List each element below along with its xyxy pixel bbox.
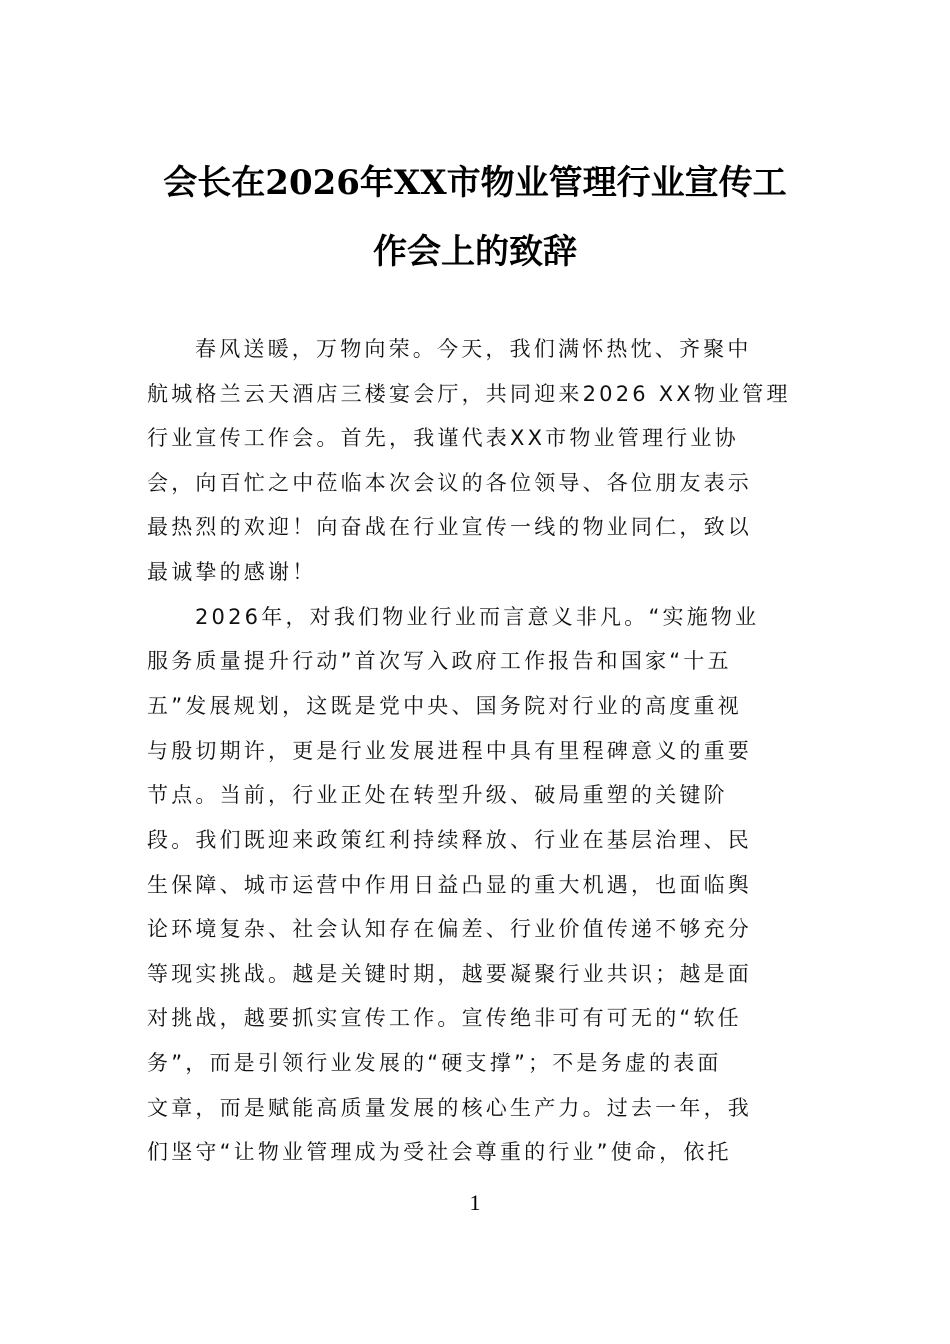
body-line: 等现实挑战。越是关键时期，越要凝聚行业共识；越是面 — [147, 962, 752, 986]
page-number: 1 — [469, 1190, 481, 1215]
body-line: 服务质量提升行动”首次写入政府工作报告和国家“十五 — [147, 649, 732, 673]
body-line: 最热烈的欢迎！向奋战在行业宣传一线的物业同仁，致以 — [147, 515, 752, 539]
document-title-line-1: 会长在2026年XX市物业管理行业宣传工 — [163, 163, 787, 203]
body-line: 会，向百忙之中莅临本次会议的各位领导、各位朋友表示 — [147, 471, 752, 495]
body-line: 生保障、城市运营中作用日益凸显的重大机遇，也面临舆 — [147, 873, 752, 897]
body-line: 航城格兰云天酒店三楼宴会厅，共同迎来2026 XX物业管理 — [147, 382, 791, 406]
document-title-line-2: 作会上的致辞 — [373, 232, 577, 272]
body-line: 段。我们既迎来政策红利持续释放、行业在基层治理、民 — [147, 828, 752, 852]
body-line: 最诚挚的感谢！ — [147, 560, 317, 584]
body-line: 务”，而是引领行业发展的“硬支撑”；不是务虚的表面 — [147, 1051, 722, 1075]
body-line-paragraph-1-start: 春风送暖，万物向荣。今天，我们满怀热忱、齐聚中 — [195, 337, 752, 361]
body-line: 对挑战，越要抓实宣传工作。宣传绝非可有可无的“软任 — [147, 1006, 742, 1030]
body-line: 与殷切期许，更是行业发展进程中具有里程碑意义的重要 — [147, 739, 752, 763]
body-line: 五”发展规划，这既是党中央、国务院对行业的高度重视 — [147, 694, 742, 718]
body-line: 行业宣传工作会。首先，我谨代表XX市物业管理行业协 — [147, 426, 739, 450]
body-line-paragraph-2-start: 2026年，对我们物业行业而言意义非凡。“实施物业 — [195, 605, 760, 629]
body-line: 文章，而是赋能高质量发展的核心生产力。过去一年，我 — [147, 1096, 752, 1120]
body-line: 节点。当前，行业正处在转型升级、破局重塑的关键阶 — [147, 783, 728, 807]
body-line: 们坚守“让物业管理成为受社会尊重的行业”使命，依托 — [147, 1140, 732, 1164]
body-line: 论环境复杂、社会认知存在偏差、行业价值传递不够充分 — [147, 917, 752, 941]
